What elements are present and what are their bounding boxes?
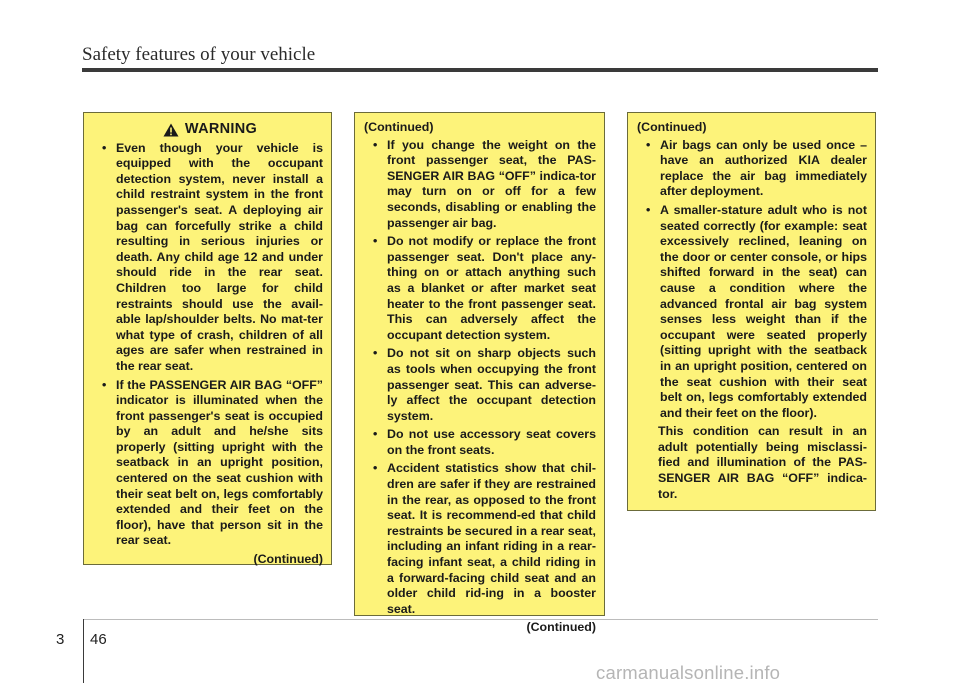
list-item: • Do not use accessory seat covers on the front seats. [373, 427, 596, 457]
list-item: • If you change the weight on the front passenger seat, the PAS-SENGER AIR BAG “OFF” indica-tor may turn on or off for a few seconds, disabling or enabling the passenger air bag. [373, 137, 596, 230]
list-item: • Do not sit on sharp objects such as tools when occupying the front passenger seat. This can adverse-ly affect the occupant detection system. [373, 346, 596, 423]
warning-list [637, 138, 867, 422]
list-item: • A smaller-stature adult who is not seated correctly (for example: seat excessively reclined, leaning on the door or center console, or hips shifted forward in the seat) can cause a condition where the advanced frontal air bag system senses less weight than if the occupant were seated properly (sitting upright with the seatback in an upright position, centered on the seat cushion with their seat belt on, legs comfortably extended and their feet on the floor). [646, 202, 867, 420]
warning-triangle-icon [163, 123, 179, 137]
footer-rule [83, 619, 878, 620]
continued-warning-box-2 [354, 112, 605, 635]
continued-label: (Continued) [526, 620, 596, 635]
page-number: 46 [90, 631, 107, 648]
page-number-divider [83, 619, 84, 683]
watermark: carmanualsonline.info [596, 662, 781, 683]
warning-title: WARNING [184, 121, 258, 137]
list-item: • Air bags can only be used once – have an authorized KIA dealer replace the air bag immediately after deployment. [646, 137, 867, 199]
list-item: • If the PASSENGER AIR BAG “OFF” indicator is illuminated when the front passenger's seat is occupied by an adult and he/she sits properly (sitting upright with the seatback in an upright position, centered on the seat cushion with their seat belt on, legs comfortably extended and their feet on the floor), have that person sit in the rear seat. [102, 377, 323, 548]
header-rule [82, 68, 878, 72]
warning-box [83, 112, 332, 565]
warning-paragraph: This condition can result in an adult potentially being misclassi-fied and illumination of the PAS-SENGER AIR BAG “OFF” indica-tor. [658, 424, 867, 501]
warning-heading [97, 122, 323, 138]
continued-label: (Continued) [637, 120, 707, 134]
section-number: 3 [56, 631, 65, 648]
page-header-title: Safety features of your vehicle [82, 44, 316, 65]
continued-label: (Continued) [364, 120, 434, 134]
continued-label: (Continued) [253, 552, 323, 567]
warning-list [93, 141, 323, 549]
list-item: • Even though your vehicle is equipped with the occupant detection system, never install a child restraint system in the front passenger's seat. A deploying air bag can forcefully strike a child resulting in serious injuries or death. Any child age 12 and under should ride in the rear seat. Children too large for child restraints should use the avail-able lap/shoulder belts. No mat-ter what type of crash, children of all ages are safer when restrained in the rear seat. [102, 140, 323, 373]
list-item: • Do not modify or replace the front passenger seat. Don't place any-thing on or attach anything such as a blanket or after market seat heater to the front passenger seat. This can adversely affect the occupant detection system. [373, 234, 596, 342]
continued-warning-box-3 [627, 112, 876, 511]
list-item: • Accident statistics show that chil-dren are safer if they are restrained in the rear, as opposed to the front seat. It is recommend-ed that child restraints be secured in a rear seat, including an infant riding in a rear-facing infant seat, a child riding in a forward-facing child seat and an older child rid-ing in a booster seat. [373, 461, 596, 616]
warning-list [364, 138, 596, 618]
